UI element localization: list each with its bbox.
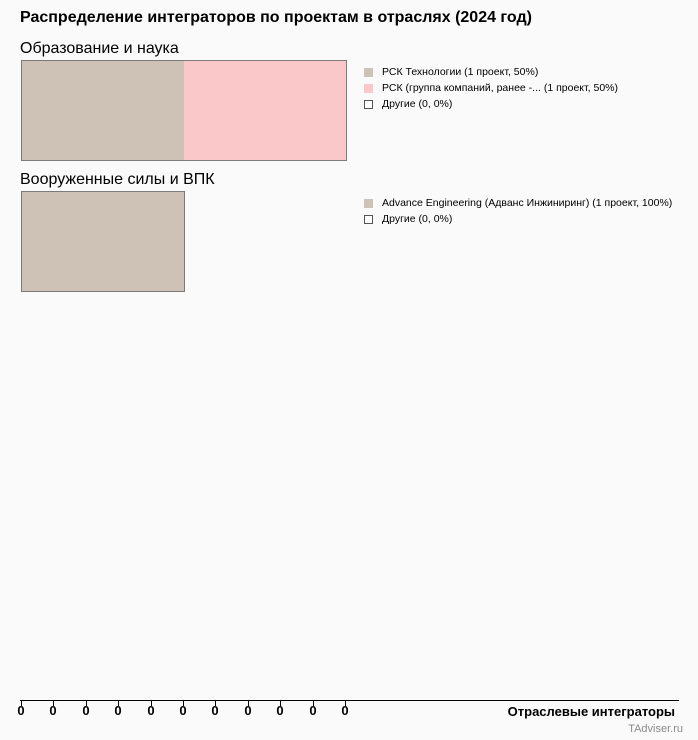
legend-item[interactable] <box>364 195 672 211</box>
x-tick-label: 0 <box>82 703 90 718</box>
x-tick-label: 0 <box>244 703 252 718</box>
legend-label: РСК (группа компаний, ранее -... (1 проект, 50%) <box>382 82 618 94</box>
x-tick-label: 0 <box>114 703 122 718</box>
legend-item[interactable] <box>364 96 618 112</box>
x-tick-label: 0 <box>17 703 25 718</box>
legend-label: Advance Engineering (Адванс Инжиниринг) (1 проект, 100%) <box>382 197 673 209</box>
section-title: Образование и наука <box>20 40 179 57</box>
legend-swatch <box>364 84 373 93</box>
legend <box>364 195 672 227</box>
legend-item[interactable] <box>364 80 618 96</box>
bar-segment[interactable] <box>22 61 184 160</box>
x-tick-label: 0 <box>276 703 284 718</box>
legend-label: РСК Технологии (1 проект, 50%) <box>382 66 539 78</box>
chart-title: Распределение интеграторов по проектам в отраслях (2024 год) <box>20 9 532 26</box>
legend-swatch <box>364 100 373 109</box>
legend-item[interactable] <box>364 211 672 227</box>
legend-swatch <box>364 199 373 208</box>
legend <box>364 64 618 112</box>
legend-item[interactable] <box>364 64 618 80</box>
x-tick-label: 0 <box>211 703 219 718</box>
section-title: Вооруженные силы и ВПК <box>20 171 215 188</box>
x-tick-label: 0 <box>147 703 155 718</box>
legend-label: Другие (0, 0%) <box>382 213 453 225</box>
bar-segment[interactable] <box>184 61 346 160</box>
stacked-bar <box>21 191 185 292</box>
legend-swatch <box>364 215 373 224</box>
stacked-bar <box>21 60 347 161</box>
x-tick-label: 0 <box>341 703 349 718</box>
x-axis-title: Отраслевые интеграторы <box>507 704 675 719</box>
legend-label: Другие (0, 0%) <box>382 98 453 110</box>
legend-swatch <box>364 68 373 77</box>
bar-segment[interactable] <box>22 192 184 291</box>
x-tick-label: 0 <box>179 703 187 718</box>
x-tick-label: 0 <box>49 703 57 718</box>
watermark: TAdviser.ru <box>628 723 683 735</box>
x-tick-label: 0 <box>309 703 317 718</box>
